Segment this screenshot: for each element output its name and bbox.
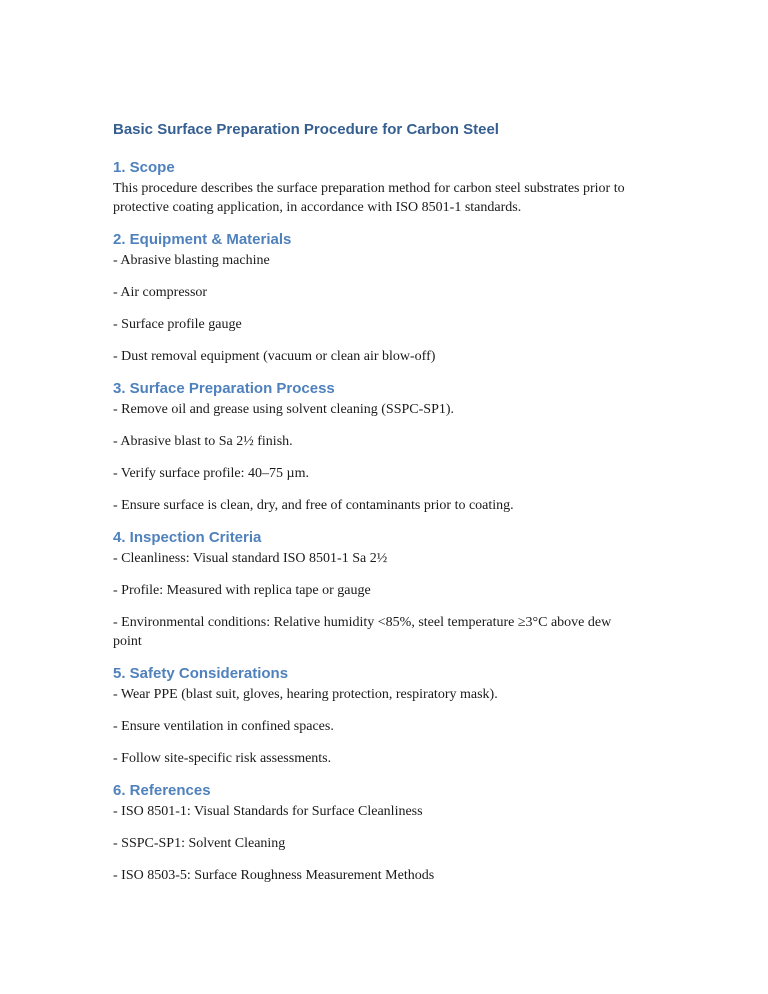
section <box>113 664 641 768</box>
list-item: - Abrasive blast to Sa 2½ finish. <box>113 434 293 449</box>
list-item: - Abrasive blasting machine <box>113 253 270 268</box>
list-item: - Dust removal equipment (vacuum or clean air blow-off) <box>113 349 436 364</box>
list-item: - Air compressor <box>113 285 208 300</box>
list-item: - ISO 8503-5: Surface Roughness Measurement Methods <box>113 868 435 883</box>
section <box>113 230 641 366</box>
list-item: - Verify surface profile: 40–75 µm. <box>113 466 309 481</box>
list-item: - Ensure ventilation in confined spaces. <box>113 719 334 734</box>
section-heading: 1. Scope <box>113 159 175 176</box>
list-item: - Surface profile gauge <box>113 317 242 332</box>
list-item: - ISO 8501-1: Visual Standards for Surface Cleanliness <box>113 804 423 819</box>
section-paragraph: This procedure describes the surface preparation method for carbon steel substrates prior to protective coating application, in accordance with ISO 8501-1 standards. <box>113 181 625 215</box>
list-item: - Ensure surface is clean, dry, and free of contaminants prior to coating. <box>113 498 514 513</box>
list-item: - SSPC-SP1: Solvent Cleaning <box>113 836 286 851</box>
list-item: - Cleanliness: Visual standard ISO 8501-1 Sa 2½ <box>113 551 388 566</box>
document-title: Basic Surface Preparation Procedure for Carbon Steel <box>113 121 499 138</box>
section-heading: 3. Surface Preparation Process <box>113 380 335 397</box>
section-heading: 6. References <box>113 782 211 799</box>
section-heading: 2. Equipment & Materials <box>113 231 292 248</box>
list-item: - Remove oil and grease using solvent cleaning (SSPC-SP1). <box>113 402 455 417</box>
document-body <box>113 158 641 885</box>
list-item: - Profile: Measured with replica tape or gauge <box>113 583 371 598</box>
section <box>113 379 641 515</box>
section <box>113 528 641 651</box>
list-item: - Follow site-specific risk assessments. <box>113 751 332 766</box>
document-page <box>113 120 641 898</box>
section-heading: 5. Safety Considerations <box>113 665 289 682</box>
section-heading: 4. Inspection Criteria <box>113 529 262 546</box>
section <box>113 158 641 217</box>
section <box>113 781 641 885</box>
list-item: - Environmental conditions: Relative humidity <85%, steel temperature ≥3°C above dew point <box>113 615 612 649</box>
list-item: - Wear PPE (blast suit, gloves, hearing protection, respiratory mask). <box>113 687 498 702</box>
